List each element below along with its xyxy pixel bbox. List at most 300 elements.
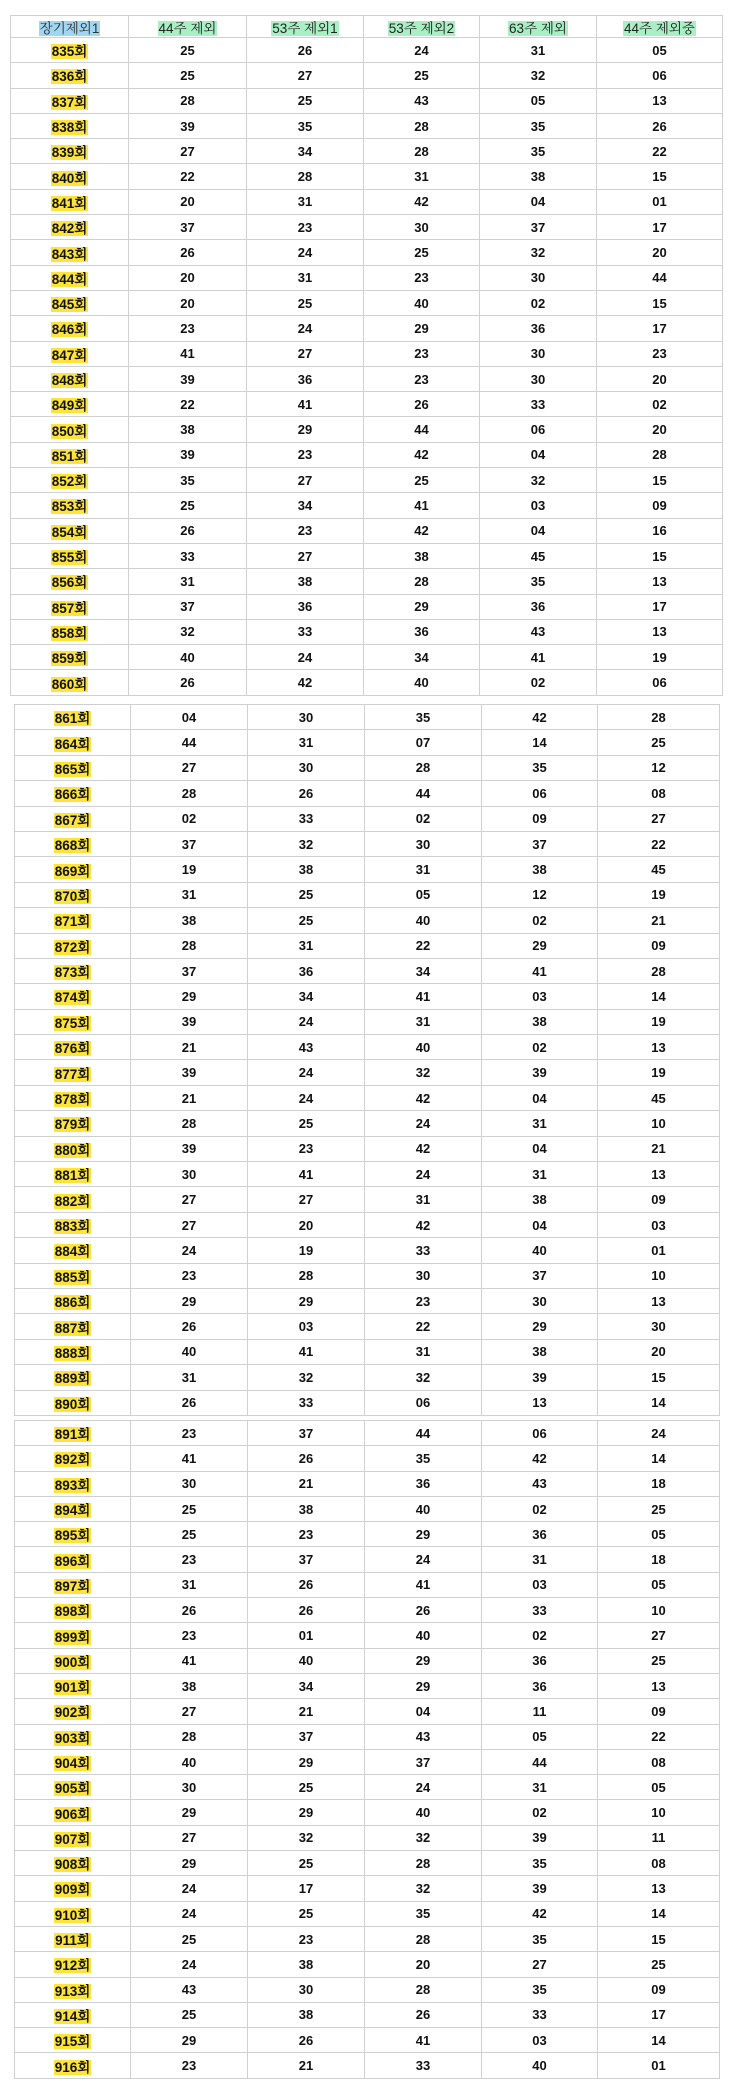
value-cell: 25	[131, 1496, 248, 1521]
round-cell	[15, 933, 131, 958]
value-cell: 22	[129, 392, 247, 417]
round-label: 856회	[51, 575, 88, 591]
value-cell: 35	[365, 1901, 482, 1926]
table-row	[15, 1314, 720, 1339]
value-cell: 29	[482, 933, 598, 958]
value-cell: 13	[482, 1390, 598, 1415]
table-row	[15, 1699, 720, 1724]
value-cell: 08	[598, 781, 720, 806]
value-cell: 43	[131, 1977, 248, 2002]
table-row	[15, 1390, 720, 1415]
value-cell: 28	[598, 705, 720, 730]
round-label: 848회	[51, 373, 88, 388]
table-row	[15, 705, 720, 730]
value-cell: 37	[482, 1263, 598, 1288]
value-cell: 03	[480, 493, 597, 518]
value-cell: 09	[598, 933, 720, 958]
table-row	[11, 63, 723, 88]
value-cell: 23	[364, 366, 480, 391]
value-cell: 13	[597, 569, 723, 594]
value-cell: 24	[248, 1085, 365, 1110]
round-cell	[15, 1187, 131, 1212]
value-cell: 36	[482, 1648, 598, 1673]
table-row	[15, 2028, 720, 2053]
value-cell: 39	[131, 1009, 248, 1034]
value-cell: 32	[365, 1365, 482, 1390]
value-cell: 43	[482, 1471, 598, 1496]
table-row	[15, 1496, 720, 1521]
round-cell	[11, 645, 129, 670]
round-cell	[15, 2028, 131, 2053]
round-cell	[15, 984, 131, 1009]
value-cell: 15	[597, 468, 723, 493]
value-cell: 33	[482, 1598, 598, 1623]
round-label: 876회	[54, 1041, 91, 1057]
round-cell	[11, 113, 129, 138]
table-row	[15, 1009, 720, 1034]
value-cell: 27	[482, 1952, 598, 1977]
value-cell: 04	[365, 1699, 482, 1724]
round-label: 907회	[54, 1831, 91, 1847]
header-label: 53주 제외2	[388, 20, 455, 36]
table-row	[11, 113, 723, 138]
value-cell: 01	[598, 2053, 720, 2078]
round-label: 849회	[51, 398, 88, 414]
value-cell: 34	[247, 139, 364, 164]
table-row	[15, 1876, 720, 1901]
value-cell: 35	[480, 139, 597, 164]
value-cell: 31	[364, 164, 480, 189]
value-cell: 38	[482, 1009, 598, 1034]
value-cell: 24	[131, 1876, 248, 1901]
value-cell: 24	[131, 1238, 248, 1263]
value-cell: 30	[480, 341, 597, 366]
table-row	[11, 164, 723, 189]
round-cell	[11, 493, 129, 518]
round-cell	[15, 1035, 131, 1060]
table-row	[15, 1800, 720, 1825]
value-cell: 08	[598, 1749, 720, 1774]
value-cell: 39	[131, 1136, 248, 1161]
round-cell	[15, 1623, 131, 1648]
value-cell: 02	[131, 806, 248, 831]
round-label: 905회	[54, 1781, 91, 1797]
value-cell: 26	[129, 670, 247, 695]
round-label: 879회	[54, 1117, 91, 1133]
round-label: 902회	[54, 1705, 91, 1721]
value-cell: 23	[247, 442, 364, 467]
value-cell: 17	[597, 215, 723, 240]
value-cell: 05	[598, 1522, 720, 1547]
value-cell: 27	[131, 1187, 248, 1212]
value-cell: 25	[131, 1522, 248, 1547]
value-cell: 37	[129, 215, 247, 240]
value-cell: 31	[482, 1775, 598, 1800]
round-label: 914회	[54, 2008, 91, 2024]
value-cell: 23	[248, 1926, 365, 1951]
value-cell: 29	[364, 594, 480, 619]
round-cell	[11, 164, 129, 189]
round-cell	[11, 88, 129, 113]
value-cell: 02	[482, 908, 598, 933]
round-cell	[15, 1288, 131, 1313]
value-cell: 31	[365, 1187, 482, 1212]
round-cell	[11, 290, 129, 315]
table-row	[15, 1598, 720, 1623]
round-cell	[15, 1673, 131, 1698]
table-row	[15, 1648, 720, 1673]
round-cell	[15, 2053, 131, 2078]
value-cell: 30	[131, 1162, 248, 1187]
value-cell: 36	[247, 594, 364, 619]
value-cell: 09	[598, 1977, 720, 2002]
value-cell: 19	[598, 1060, 720, 1085]
value-cell: 28	[365, 1851, 482, 1876]
value-cell: 19	[598, 882, 720, 907]
value-cell: 37	[129, 594, 247, 619]
value-cell: 28	[131, 781, 248, 806]
value-cell: 42	[364, 442, 480, 467]
round-cell	[15, 1496, 131, 1521]
table-row	[15, 1851, 720, 1876]
value-cell: 14	[598, 1390, 720, 1415]
round-cell	[11, 240, 129, 265]
value-cell: 28	[598, 958, 720, 983]
table-row	[11, 670, 723, 695]
table-row	[15, 1977, 720, 2002]
round-cell	[15, 1009, 131, 1034]
value-cell: 05	[365, 882, 482, 907]
round-cell	[15, 1390, 131, 1415]
round-label: 892회	[54, 1452, 91, 1468]
value-cell: 43	[480, 619, 597, 644]
table-row	[15, 806, 720, 831]
table-row	[11, 341, 723, 366]
table-row	[15, 730, 720, 755]
value-cell: 19	[248, 1238, 365, 1263]
table-row	[15, 755, 720, 780]
value-cell: 30	[480, 366, 597, 391]
value-cell: 38	[364, 543, 480, 568]
value-cell: 34	[247, 493, 364, 518]
table-row	[15, 781, 720, 806]
value-cell: 34	[248, 984, 365, 1009]
value-cell: 03	[248, 1314, 365, 1339]
round-label: 844회	[51, 271, 88, 287]
value-cell: 03	[482, 1572, 598, 1597]
value-cell: 43	[364, 88, 480, 113]
value-cell: 35	[482, 1926, 598, 1951]
value-cell: 02	[597, 392, 723, 417]
value-cell: 42	[365, 1136, 482, 1161]
value-cell: 30	[248, 705, 365, 730]
value-cell: 37	[482, 831, 598, 856]
value-cell: 33	[365, 2053, 482, 2078]
value-cell: 34	[364, 645, 480, 670]
value-cell: 15	[598, 1926, 720, 1951]
value-cell: 15	[597, 290, 723, 315]
value-cell: 41	[365, 1572, 482, 1597]
value-cell: 31	[482, 1162, 598, 1187]
round-cell	[15, 1749, 131, 1774]
value-cell: 28	[597, 442, 723, 467]
round-cell	[15, 1699, 131, 1724]
value-cell: 44	[482, 1749, 598, 1774]
value-cell: 32	[248, 1365, 365, 1390]
header-row	[11, 16, 723, 38]
value-cell: 28	[131, 1111, 248, 1136]
value-cell: 14	[598, 984, 720, 1009]
value-cell: 28	[365, 1926, 482, 1951]
value-cell: 27	[129, 139, 247, 164]
round-label: 900회	[54, 1654, 91, 1670]
value-cell: 31	[131, 1572, 248, 1597]
table-row	[15, 831, 720, 856]
value-cell: 17	[248, 1876, 365, 1901]
round-label: 846회	[51, 322, 88, 338]
value-cell: 22	[598, 1724, 720, 1749]
value-cell: 29	[131, 1288, 248, 1313]
value-cell: 24	[364, 38, 480, 63]
value-cell: 24	[365, 1162, 482, 1187]
round-cell	[11, 139, 129, 164]
value-cell: 15	[597, 543, 723, 568]
value-cell: 41	[247, 392, 364, 417]
round-label: 839회	[51, 145, 88, 161]
value-cell: 39	[129, 366, 247, 391]
value-cell: 42	[365, 1212, 482, 1237]
round-cell	[15, 831, 131, 856]
value-cell: 36	[365, 1471, 482, 1496]
round-cell	[15, 908, 131, 933]
round-cell	[15, 755, 131, 780]
value-cell: 32	[480, 63, 597, 88]
value-cell: 04	[480, 518, 597, 543]
exclusion-table-1	[10, 15, 723, 696]
round-cell	[15, 1365, 131, 1390]
value-cell: 24	[365, 1111, 482, 1136]
value-cell: 27	[131, 755, 248, 780]
value-cell: 20	[248, 1212, 365, 1237]
value-cell: 31	[482, 1547, 598, 1572]
round-label: 894회	[54, 1503, 91, 1519]
value-cell: 25	[248, 908, 365, 933]
value-cell: 13	[597, 88, 723, 113]
value-cell: 22	[365, 1314, 482, 1339]
value-cell: 30	[480, 265, 597, 290]
value-cell: 23	[247, 518, 364, 543]
round-cell	[15, 1238, 131, 1263]
round-label: 909회	[54, 1882, 91, 1898]
round-label: 889회	[54, 1371, 91, 1387]
value-cell: 23	[131, 1623, 248, 1648]
value-cell: 04	[482, 1136, 598, 1161]
value-cell: 15	[597, 164, 723, 189]
value-cell: 24	[248, 1060, 365, 1085]
value-cell: 40	[248, 1648, 365, 1673]
table-row	[15, 1212, 720, 1237]
value-cell: 26	[129, 518, 247, 543]
value-cell: 26	[248, 1598, 365, 1623]
value-cell: 40	[129, 645, 247, 670]
value-cell: 40	[365, 1800, 482, 1825]
value-cell: 33	[480, 392, 597, 417]
round-cell	[15, 1572, 131, 1597]
value-cell: 19	[131, 857, 248, 882]
round-cell	[15, 1060, 131, 1085]
table-row	[11, 442, 723, 467]
value-cell: 30	[482, 1288, 598, 1313]
value-cell: 15	[598, 1365, 720, 1390]
round-cell	[15, 857, 131, 882]
round-cell	[15, 705, 131, 730]
value-cell: 04	[480, 442, 597, 467]
table-row	[15, 1926, 720, 1951]
value-cell: 35	[482, 755, 598, 780]
value-cell: 20	[129, 265, 247, 290]
value-cell: 38	[248, 857, 365, 882]
table-row	[15, 908, 720, 933]
round-label: 857회	[51, 600, 88, 616]
header-label: 44주 제외	[158, 20, 217, 36]
value-cell: 22	[129, 164, 247, 189]
value-cell: 02	[482, 1035, 598, 1060]
value-cell: 02	[482, 1623, 598, 1648]
round-label: 887회	[54, 1320, 91, 1336]
value-cell: 26	[248, 781, 365, 806]
round-label: 870회	[54, 888, 91, 904]
value-cell: 41	[131, 1446, 248, 1471]
round-label: 866회	[54, 787, 91, 803]
table-row	[15, 1825, 720, 1850]
table-row	[15, 1673, 720, 1698]
header-cell	[364, 16, 480, 38]
table-row	[15, 1572, 720, 1597]
table-row	[15, 2002, 720, 2027]
value-cell: 35	[480, 113, 597, 138]
header-cell	[129, 16, 247, 38]
value-cell: 31	[129, 569, 247, 594]
value-cell: 25	[598, 1496, 720, 1521]
value-cell: 04	[131, 705, 248, 730]
round-cell	[15, 1800, 131, 1825]
round-cell	[15, 806, 131, 831]
value-cell: 31	[131, 882, 248, 907]
value-cell: 39	[131, 1060, 248, 1085]
value-cell: 42	[364, 518, 480, 543]
round-cell	[15, 1339, 131, 1364]
round-label: 869회	[54, 863, 91, 879]
value-cell: 33	[248, 1390, 365, 1415]
value-cell: 23	[131, 1263, 248, 1288]
table-row	[15, 1952, 720, 1977]
table-row	[15, 1060, 720, 1085]
value-cell: 26	[248, 1446, 365, 1471]
value-cell: 17	[597, 316, 723, 341]
round-label: 875회	[54, 1015, 91, 1031]
round-label: 854회	[51, 524, 88, 540]
value-cell: 28	[247, 164, 364, 189]
value-cell: 43	[365, 1724, 482, 1749]
round-label: 859회	[51, 651, 88, 667]
round-label: 861회	[54, 711, 91, 727]
round-cell	[15, 1547, 131, 1572]
value-cell: 05	[598, 1775, 720, 1800]
round-cell	[15, 1851, 131, 1876]
value-cell: 27	[131, 1699, 248, 1724]
value-cell: 32	[480, 240, 597, 265]
value-cell: 23	[129, 316, 247, 341]
value-cell: 27	[247, 63, 364, 88]
value-cell: 42	[482, 1446, 598, 1471]
round-cell	[11, 442, 129, 467]
table-row	[15, 958, 720, 983]
table-row	[11, 518, 723, 543]
table-row	[15, 1111, 720, 1136]
table-row	[11, 645, 723, 670]
round-label: 880회	[54, 1142, 91, 1158]
round-cell	[15, 1212, 131, 1237]
table-row	[15, 1162, 720, 1187]
value-cell: 39	[482, 1825, 598, 1850]
round-cell	[15, 1162, 131, 1187]
round-label: 878회	[54, 1092, 91, 1108]
value-cell: 21	[131, 1085, 248, 1110]
value-cell: 45	[480, 543, 597, 568]
value-cell: 31	[248, 730, 365, 755]
round-label: 884회	[54, 1244, 91, 1260]
value-cell: 39	[482, 1365, 598, 1390]
round-cell	[11, 392, 129, 417]
round-cell	[15, 1648, 131, 1673]
value-cell: 02	[365, 806, 482, 831]
table-row	[15, 1187, 720, 1212]
value-cell: 21	[131, 1035, 248, 1060]
value-cell: 26	[248, 2028, 365, 2053]
value-cell: 04	[480, 189, 597, 214]
value-cell: 02	[480, 290, 597, 315]
round-label: 841회	[51, 195, 88, 211]
value-cell: 24	[247, 316, 364, 341]
value-cell: 01	[248, 1623, 365, 1648]
value-cell: 02	[480, 670, 597, 695]
round-cell	[11, 189, 129, 214]
value-cell: 39	[129, 442, 247, 467]
value-cell: 40	[364, 670, 480, 695]
table-row	[11, 189, 723, 214]
table-row	[15, 857, 720, 882]
round-label: 860회	[51, 676, 88, 692]
table-row	[11, 366, 723, 391]
value-cell: 20	[365, 1952, 482, 1977]
value-cell: 25	[247, 88, 364, 113]
value-cell: 23	[364, 341, 480, 366]
value-cell: 30	[248, 755, 365, 780]
value-cell: 11	[482, 1699, 598, 1724]
value-cell: 39	[482, 1060, 598, 1085]
table-row	[15, 882, 720, 907]
value-cell: 01	[597, 189, 723, 214]
value-cell: 40	[131, 1749, 248, 1774]
value-cell: 31	[247, 265, 364, 290]
round-label: 899회	[54, 1629, 91, 1645]
header-label: 63주 제외	[509, 20, 567, 36]
value-cell: 23	[365, 1288, 482, 1313]
value-cell: 41	[248, 1339, 365, 1364]
value-cell: 13	[597, 619, 723, 644]
value-cell: 28	[365, 755, 482, 780]
value-cell: 20	[598, 1339, 720, 1364]
